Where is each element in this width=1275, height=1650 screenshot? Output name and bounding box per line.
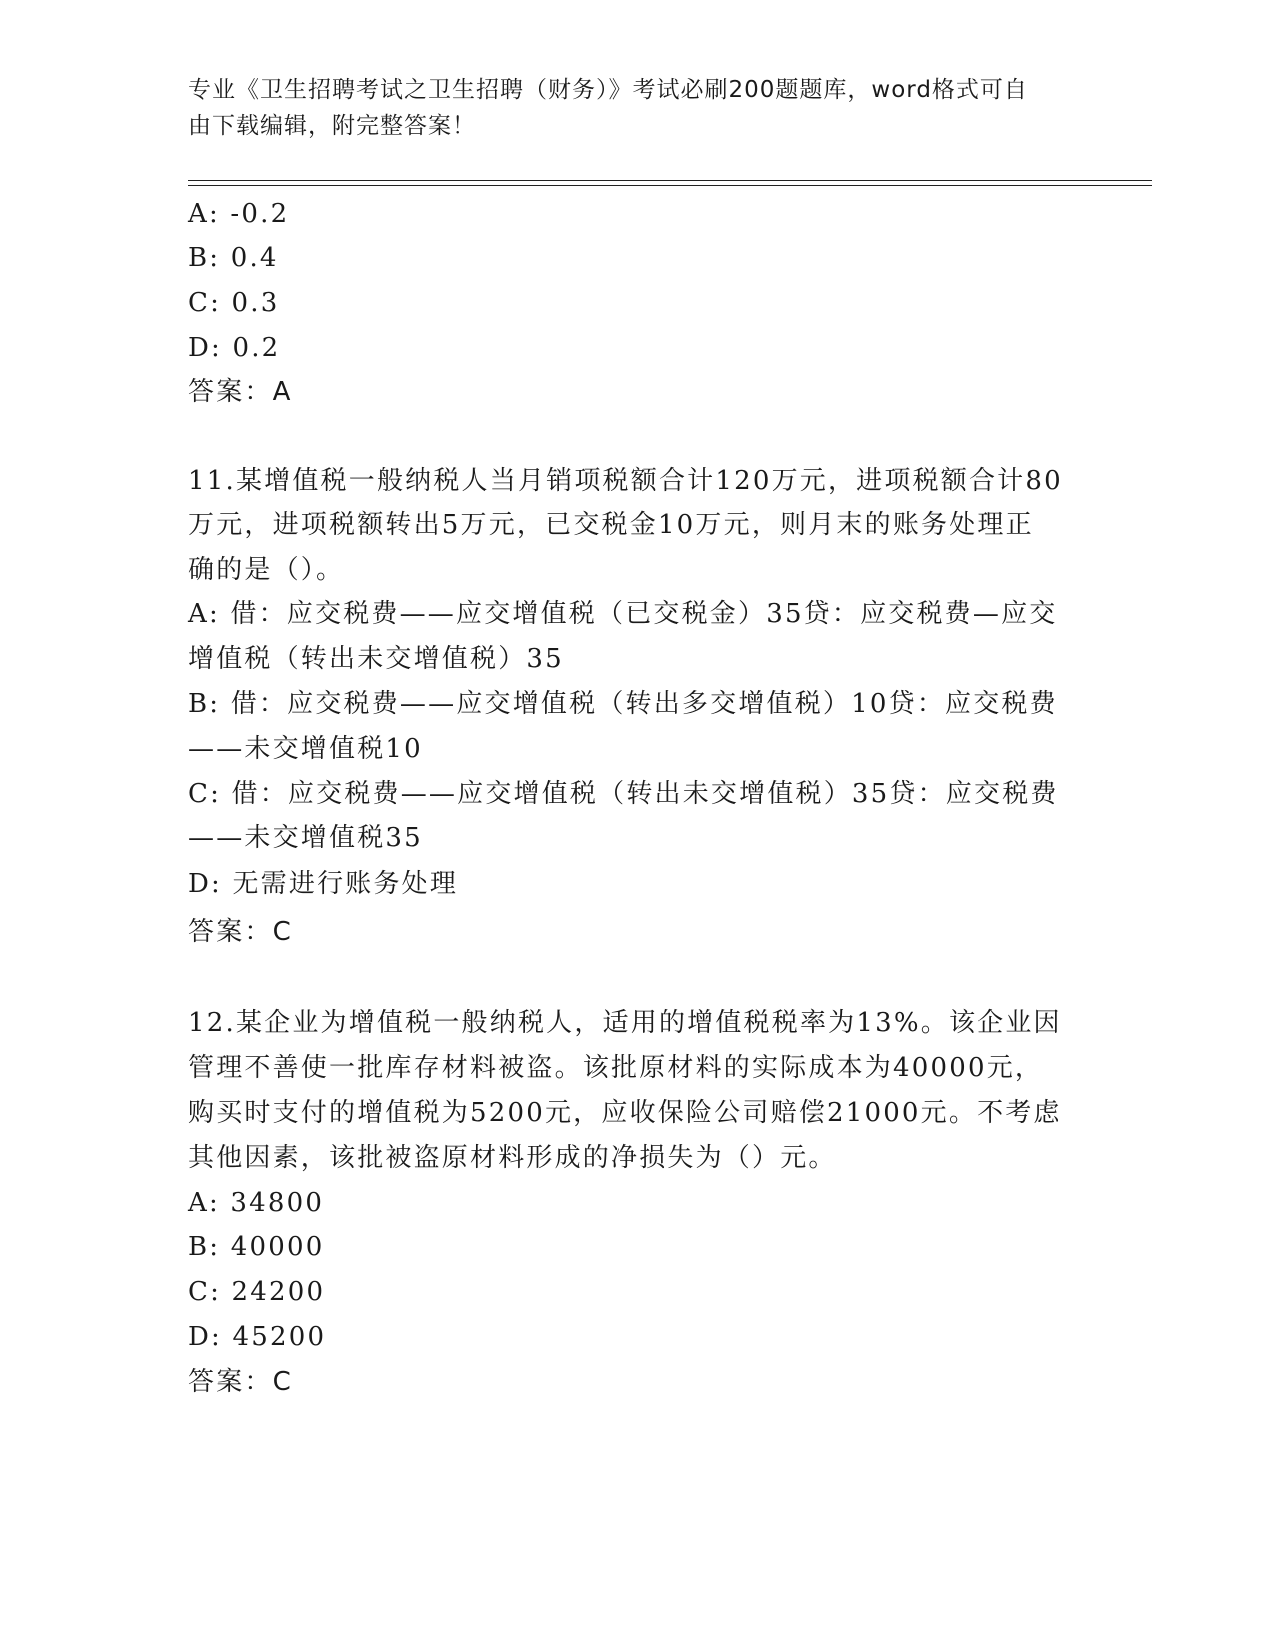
q11-option-d: D: 无需进行账务处理 bbox=[188, 869, 459, 899]
q12-option-a: A: 34800 bbox=[188, 1188, 325, 1218]
q12-question-line: 管理不善使一批库存材料被盗。该批原材料的实际成本为40000元， bbox=[188, 1053, 1044, 1083]
header-divider-top bbox=[188, 180, 1152, 181]
q10-option-b: B: 0.4 bbox=[188, 243, 279, 273]
q10-option-a: A: -0.2 bbox=[188, 199, 290, 229]
q10-option-d: D: 0.2 bbox=[188, 333, 281, 363]
q12-option-c: C: 24200 bbox=[188, 1277, 326, 1307]
q11-answer: 答案：C bbox=[188, 917, 293, 947]
q11-option-c-cont: ——未交增值税35 bbox=[188, 823, 423, 853]
header-divider-bottom bbox=[188, 185, 1152, 186]
header-line-2: 由下载编辑，附完整答案！ bbox=[188, 113, 476, 139]
q12-option-b: B: 40000 bbox=[188, 1232, 325, 1262]
q12-option-d: D: 45200 bbox=[188, 1322, 327, 1352]
q11-question-line: 万元，进项税额转出5万元，已交税金10万元，则月末的账务处理正 bbox=[188, 510, 1034, 540]
q11-question-line: 11.某增值税一般纳税人当月销项税额合计120万元，进项税额合计80 bbox=[188, 466, 1063, 496]
q11-option-b: B: 借：应交税费——应交增值税（转出多交增值税）10贷：应交税费 bbox=[188, 689, 1058, 719]
q12-question-line: 12.某企业为增值税一般纳税人，适用的增值税税率为13%。该企业因 bbox=[188, 1008, 1062, 1038]
q12-question-line: 购买时支付的增值税为5200元，应收保险公司赔偿21000元。不考虑 bbox=[188, 1098, 1062, 1128]
q12-question-line: 其他因素，该批被盗原材料形成的净损失为（）元。 bbox=[188, 1143, 837, 1173]
q11-option-c: C: 借：应交税费——应交增值税（转出未交增值税）35贷：应交税费 bbox=[188, 779, 1059, 809]
q11-question-line: 确的是（）。 bbox=[188, 555, 345, 585]
q10-answer: 答案：A bbox=[188, 377, 293, 407]
document-header bbox=[188, 72, 1088, 144]
q11-option-b-cont: ——未交增值税10 bbox=[188, 734, 423, 764]
q11-option-a-cont: 增值税（转出未交增值税）35 bbox=[188, 644, 564, 674]
q11-option-a: A: 借：应交税费——应交增值税（已交税金）35贷：应交税费—应交 bbox=[188, 599, 1058, 629]
q10-option-c: C: 0.3 bbox=[188, 288, 280, 318]
header-line-1: 专业《卫生招聘考试之卫生招聘（财务）》考试必刷200题题库，word格式可自 bbox=[188, 77, 1028, 103]
q12-answer: 答案：C bbox=[188, 1367, 293, 1397]
